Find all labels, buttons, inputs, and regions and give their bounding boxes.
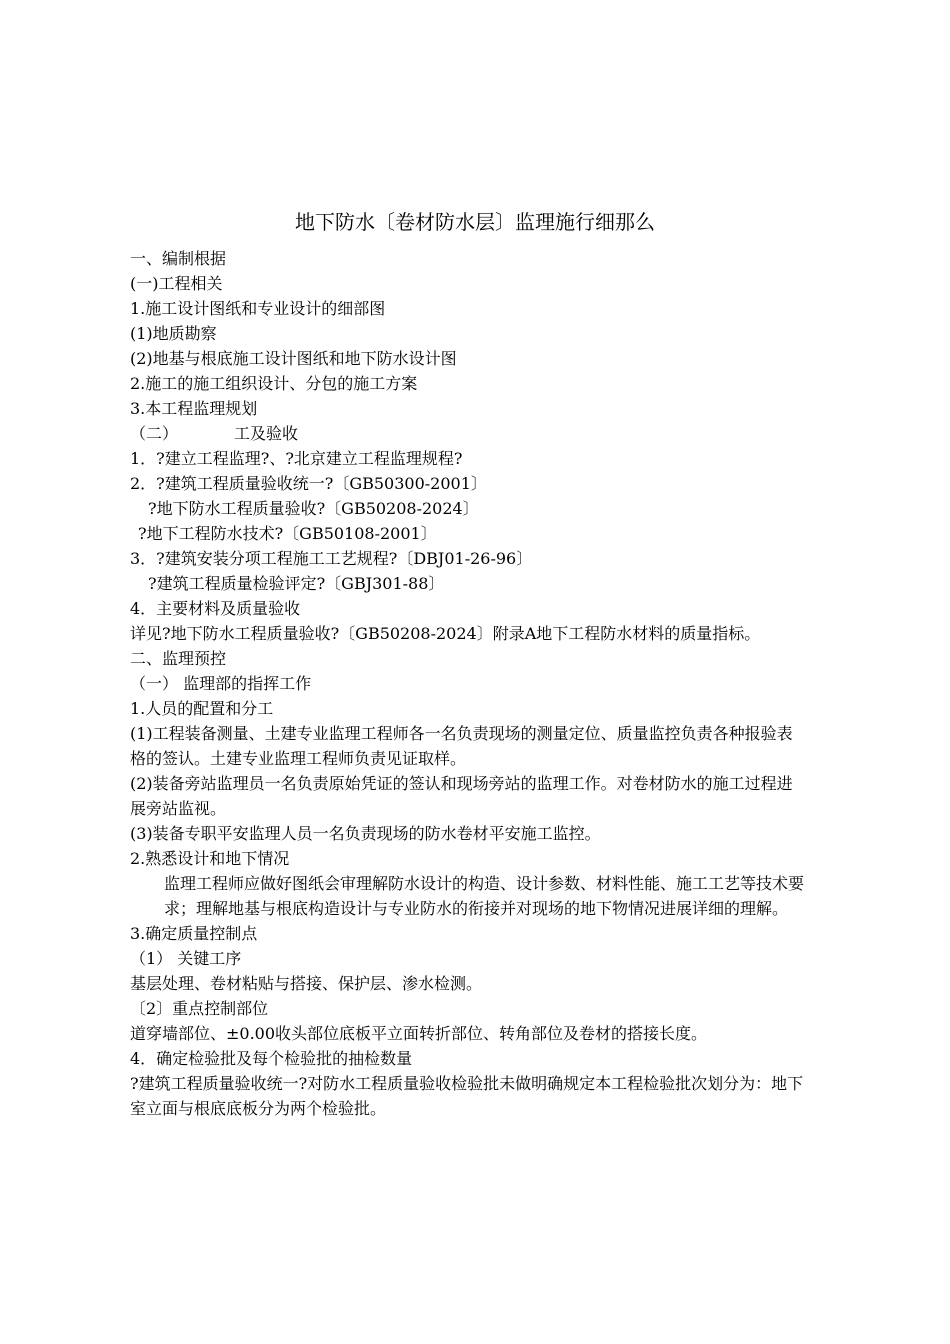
section-heading: 二、监理预控 bbox=[130, 649, 227, 668]
list-item: （1） 关键工序 bbox=[130, 949, 242, 968]
list-item: 1.施工设计图纸和专业设计的细部图 bbox=[130, 299, 386, 318]
paragraph: ?建筑工程质量验收统一?对防水工程质量验收检验批未做明确规定本工程检验批次划分为：地下室立面与根底底板分为两个检验批。 bbox=[130, 1074, 804, 1118]
list-item: 2.施工的施工组织设计、分包的施工方案 bbox=[130, 374, 418, 393]
list-item: ?地下防水工程质量验收?〔GB50208-2024〕 bbox=[148, 499, 479, 518]
section-heading: 一、编制根据 bbox=[130, 249, 227, 268]
subsection-title: 工及验收 bbox=[234, 424, 299, 443]
list-item: 3.确定质量控制点 bbox=[130, 924, 258, 943]
list-item: (2)地基与根底施工设计图纸和地下防水设计图 bbox=[130, 349, 457, 368]
document-body bbox=[130, 246, 805, 1121]
paragraph: (3)装备专职平安监理人员一名负责现场的防水卷材平安施工监控。 bbox=[130, 824, 601, 843]
list-item: 2.熟悉设计和地下情况 bbox=[130, 849, 290, 868]
list-item: 2．?建筑工程质量验收统一?〔GB50300-2001〕 bbox=[130, 474, 487, 493]
list-item: ?建筑工程质量检验评定?〔GBJ301-88〕 bbox=[148, 574, 445, 593]
paragraph: (1)工程装备测量、土建专业监理工程师各一名负责现场的测量定位、质量监控负责各种报验表格的签认。土建专业监理工程师负责见证取样。 bbox=[130, 724, 793, 768]
subsection-heading: (一)工程相关 bbox=[130, 274, 223, 293]
paragraph: 道穿墙部位、±0.00收头部位底板平立面转折部位、转角部位及卷材的搭接长度。 bbox=[130, 1024, 708, 1043]
paragraph: 详见?地下防水工程质量验收?〔GB50208-2024〕附录A地下工程防水材料的质量指标。 bbox=[130, 624, 761, 643]
subsection-heading bbox=[130, 421, 805, 446]
list-item: (1)地质勘察 bbox=[130, 324, 217, 343]
subsection-heading: （一） 监理部的指挥工作 bbox=[130, 674, 312, 693]
list-item: ?地下工程防水技术?〔GB50108-2001〕 bbox=[138, 524, 437, 543]
list-item: 〔2〕重点控制部位 bbox=[130, 999, 269, 1018]
document-title: 地下防水〔卷材防水层〕监理施行细那么 bbox=[295, 210, 655, 234]
list-item: 4．确定检验批及每个检验批的抽检数量 bbox=[130, 1049, 413, 1068]
list-item: 3.本工程监理规划 bbox=[130, 399, 258, 418]
list-item: 1．?建立工程监理?、?北京建立工程监理规程? bbox=[130, 449, 463, 468]
paragraph: (2)装备旁站监理员一名负责原始凭证的签认和现场旁站的监理工作。对卷材防水的施工过程进展旁站监视。 bbox=[130, 774, 793, 818]
list-item: 3．?建筑安装分项工程施工工艺规程?〔DBJ01-26-96〕 bbox=[130, 549, 533, 568]
subsection-number: （二） bbox=[130, 424, 179, 443]
list-item: 4．主要材料及质量验收 bbox=[130, 599, 301, 618]
paragraph: 监理工程师应做好图纸会审理解防水设计的构造、设计参数、材料性能、施工工艺等技术要求；理解地基与根底构造设计与专业防水的衔接并对现场的地下物情况进展详细的理解。 bbox=[164, 874, 805, 918]
list-item: 1.人员的配置和分工 bbox=[130, 699, 274, 718]
paragraph: 基层处理、卷材粘贴与搭接、保护层、渗水检测。 bbox=[130, 974, 483, 993]
